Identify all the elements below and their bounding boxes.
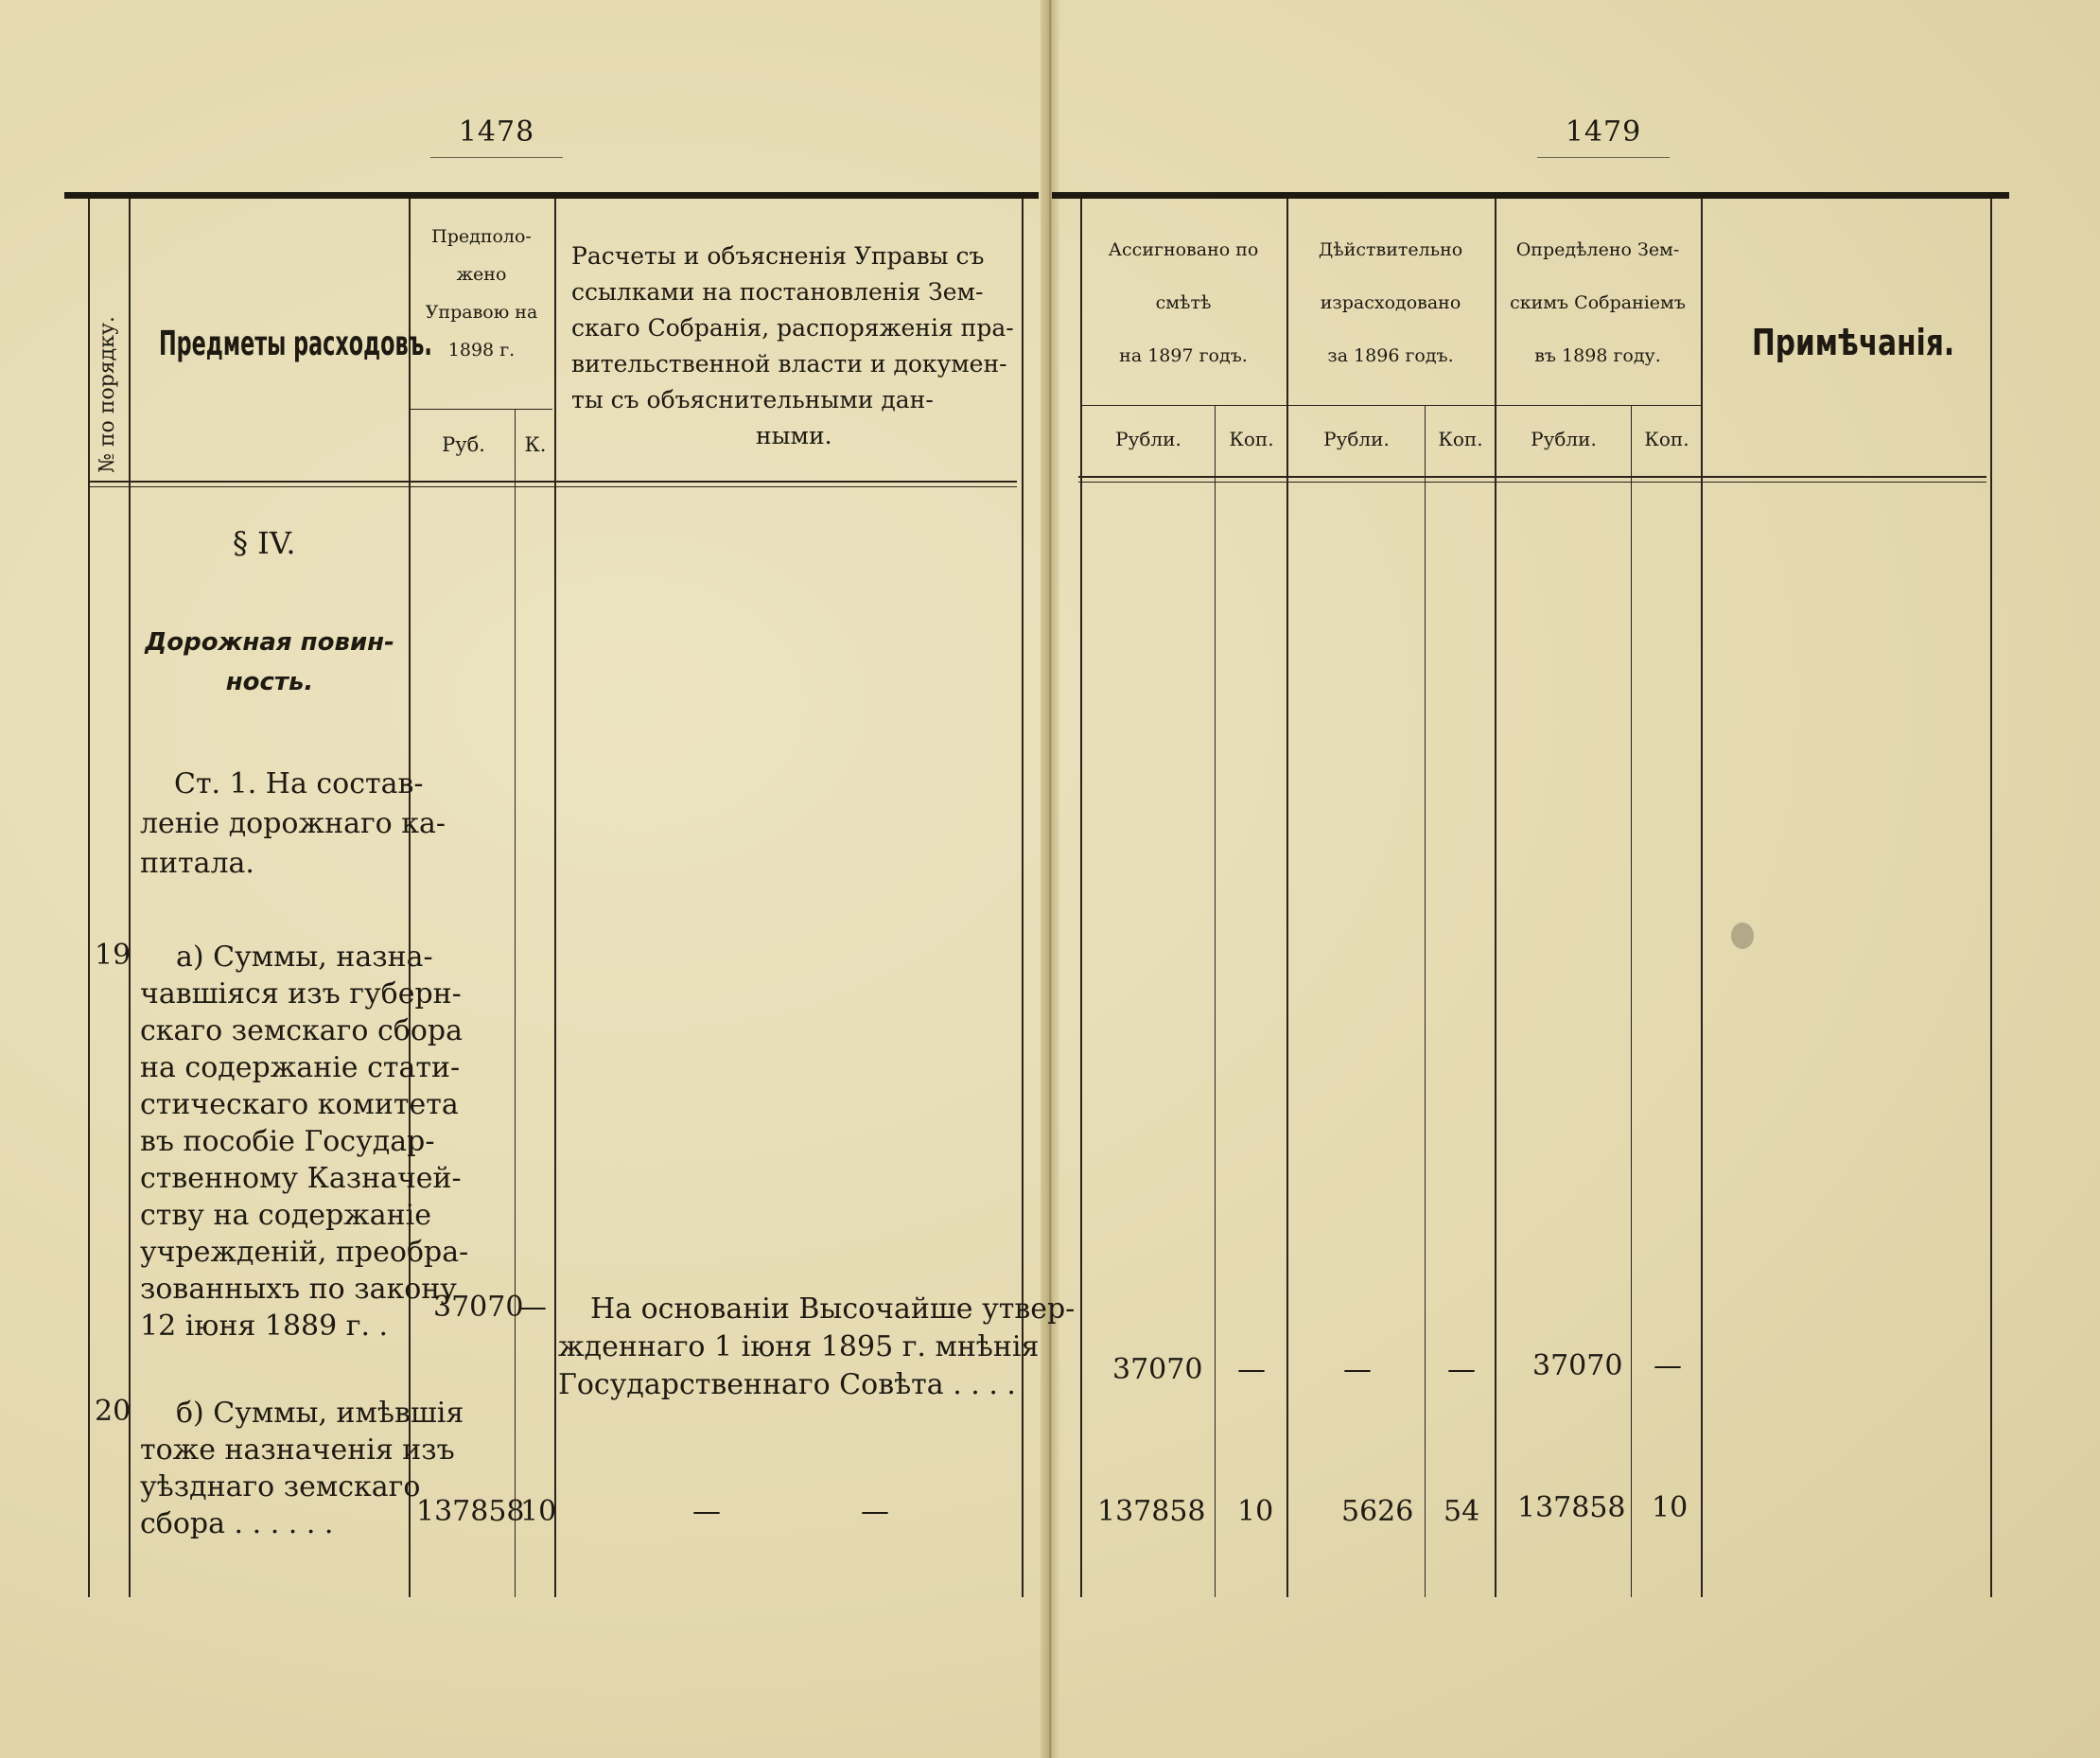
page-number-right: 1479 — [1565, 115, 1642, 149]
page-number-rule-left — [430, 157, 563, 158]
header-spent-rub: Рубли. — [1323, 428, 1390, 450]
col-line-5 — [554, 199, 556, 1597]
proposed-subheader-rule — [411, 409, 552, 410]
header-spent-kop: Коп. — [1438, 428, 1483, 450]
header-explanation-line: вительственной власти и докумен- — [571, 350, 1007, 378]
row-text-line: въ пособіе Государ- — [140, 1125, 435, 1158]
col-line-r7 — [1701, 199, 1703, 1597]
row-proposed-rub: 37070 — [433, 1291, 524, 1324]
header-explanation-line: скаго Собранія, распоряженія пра- — [571, 314, 1014, 342]
col-line-r8 — [1990, 199, 1992, 1597]
row-text-line: ству на содержаніе — [140, 1199, 432, 1232]
header-determined-line: Опредѣлено Зем- — [1515, 239, 1680, 260]
row-explanation-line: жденнаго 1 іюня 1895 г. мнѣнія — [558, 1330, 1040, 1363]
row-spent-rub: — — [1343, 1353, 1372, 1386]
row-text-line: ственному Казначей- — [140, 1162, 462, 1195]
row-text-line: б) Суммы, имѣвшія — [176, 1397, 464, 1430]
row-spent-kop: 54 — [1444, 1495, 1480, 1528]
col-line-3 — [409, 199, 411, 1597]
header-determined — [1496, 223, 1699, 382]
right-subheader-rule — [1081, 405, 1701, 406]
header-assigned-line: смѣтѣ — [1155, 292, 1212, 313]
section-title-line: Дорожная повин- — [145, 628, 394, 657]
header-proposed — [412, 218, 551, 369]
page-number-rule-right — [1537, 157, 1670, 158]
article-line: Ст. 1. На состав- — [174, 767, 424, 800]
row-text-line: а) Суммы, назна- — [176, 941, 433, 974]
row-text — [140, 1395, 464, 1542]
header-row-number: № по порядку. — [96, 316, 119, 473]
header-assigned-line: Ассигновано по — [1108, 239, 1259, 260]
row-text-line: стическаго комитета — [140, 1088, 459, 1121]
row-text-line: чавшіяся изъ губерн- — [140, 977, 462, 1011]
header-proposed-line: Управою на — [425, 302, 538, 323]
header-proposed-kop: К. — [524, 433, 547, 456]
row-spent-rub: 5626 — [1341, 1495, 1414, 1528]
row-determined-kop: 10 — [1652, 1491, 1689, 1524]
header-determined-line: скимъ Собраніемъ — [1510, 292, 1686, 313]
row-text-line: на содержаніе стати- — [140, 1051, 461, 1084]
header-explanation — [571, 238, 1014, 454]
row-assigned-rub: 37070 — [1112, 1353, 1203, 1386]
header-items: Предметы расходовъ. — [159, 325, 432, 363]
top-rule-left — [64, 192, 1039, 199]
row-spent-kop: — — [1447, 1353, 1476, 1386]
section-title-line: ность. — [225, 668, 314, 696]
col-line-4 — [515, 409, 516, 1597]
col-line-r1 — [1080, 199, 1082, 1597]
row-explanation-line: На основаніи Высочайше утвер- — [590, 1292, 1076, 1326]
header-remarks: Примѣчанія. — [1752, 322, 1955, 363]
page-number-left: 1478 — [458, 115, 535, 149]
header-proposed-line: жено — [456, 264, 507, 285]
header-assigned-line: на 1897 годъ. — [1119, 345, 1248, 366]
col-line-r5 — [1495, 199, 1496, 1597]
header-proposed-line: Предполо- — [431, 226, 532, 247]
col-line-2 — [129, 199, 131, 1597]
row-number: 20 — [95, 1395, 131, 1428]
row-assigned-kop: 10 — [1237, 1495, 1274, 1528]
top-rule-right — [1052, 192, 2009, 199]
row-assigned-rub: 137858 — [1097, 1495, 1206, 1528]
row-proposed-kop: 10 — [520, 1495, 557, 1528]
header-spent-line: Дѣйствительно — [1318, 239, 1463, 260]
col-line-r6 — [1631, 405, 1632, 1597]
row-determined-rub: 137858 — [1517, 1491, 1626, 1524]
row-explanation — [558, 1291, 1075, 1404]
row-proposed-kop: — — [518, 1291, 547, 1324]
header-determined-rub: Рубли. — [1531, 428, 1597, 450]
header-assigned-kop: Коп. — [1229, 428, 1274, 450]
row-text-line: уѣзднаго земскаго — [140, 1470, 421, 1503]
header-determined-kop: Коп. — [1644, 428, 1689, 450]
section-number: § IV. — [233, 525, 296, 561]
row-determined-rub: 37070 — [1532, 1349, 1623, 1382]
row-explanation-line: Государственнаго Совѣта . . . . — [558, 1368, 1016, 1401]
header-proposed-line: 1898 г. — [447, 340, 516, 360]
header-assigned — [1082, 223, 1285, 382]
header-assigned-rub: Рубли. — [1115, 428, 1181, 450]
article-text — [140, 765, 446, 884]
header-bottom-rule-left-thin — [90, 486, 1017, 487]
row-text — [140, 939, 468, 1345]
col-line-r4 — [1425, 405, 1426, 1597]
col-line-r2 — [1215, 405, 1216, 1597]
row-text-line: зованныхъ по закону — [140, 1273, 457, 1306]
row-text-line: тоже назначенія изъ — [140, 1433, 455, 1467]
row-text-line: скаго земскаго сбора — [140, 1014, 463, 1047]
header-spent — [1288, 223, 1493, 382]
header-determined-line: въ 1898 году. — [1534, 345, 1661, 366]
row-text-line: 12 іюня 1889 г. . — [140, 1310, 389, 1343]
row-explanation-dash-right: — — [861, 1495, 889, 1528]
header-explanation-line: ными. — [756, 422, 832, 449]
row-number: 19 — [95, 939, 131, 972]
article-line: леніе дорожнаго ка- — [140, 807, 446, 840]
col-line-r3 — [1286, 199, 1288, 1597]
row-determined-kop: — — [1654, 1349, 1682, 1382]
col-line-1 — [88, 199, 90, 1597]
paper-stain — [1731, 923, 1754, 949]
header-bottom-rule-left — [90, 481, 1017, 483]
header-spent-line: за 1896 годъ. — [1327, 345, 1454, 366]
book-gutter — [1041, 0, 1059, 1758]
header-explanation-line: Расчеты и объясненія Управы съ — [571, 242, 985, 270]
row-explanation-dash-left: — — [692, 1495, 721, 1528]
row-assigned-kop: — — [1237, 1353, 1266, 1386]
row-text-line: сбора . . . . . . — [140, 1507, 334, 1540]
row-text-line: учрежденій, преобра- — [140, 1236, 469, 1269]
header-spent-line: израсходовано — [1320, 292, 1461, 313]
article-line: питала. — [140, 847, 254, 880]
section-title — [132, 623, 407, 702]
header-proposed-rub: Руб. — [442, 433, 485, 456]
header-explanation-line: ссылками на постановленія Зем- — [571, 278, 984, 306]
header-explanation-line: ты съ объяснительными дан- — [571, 386, 934, 413]
row-proposed-rub: 137858 — [416, 1495, 525, 1528]
